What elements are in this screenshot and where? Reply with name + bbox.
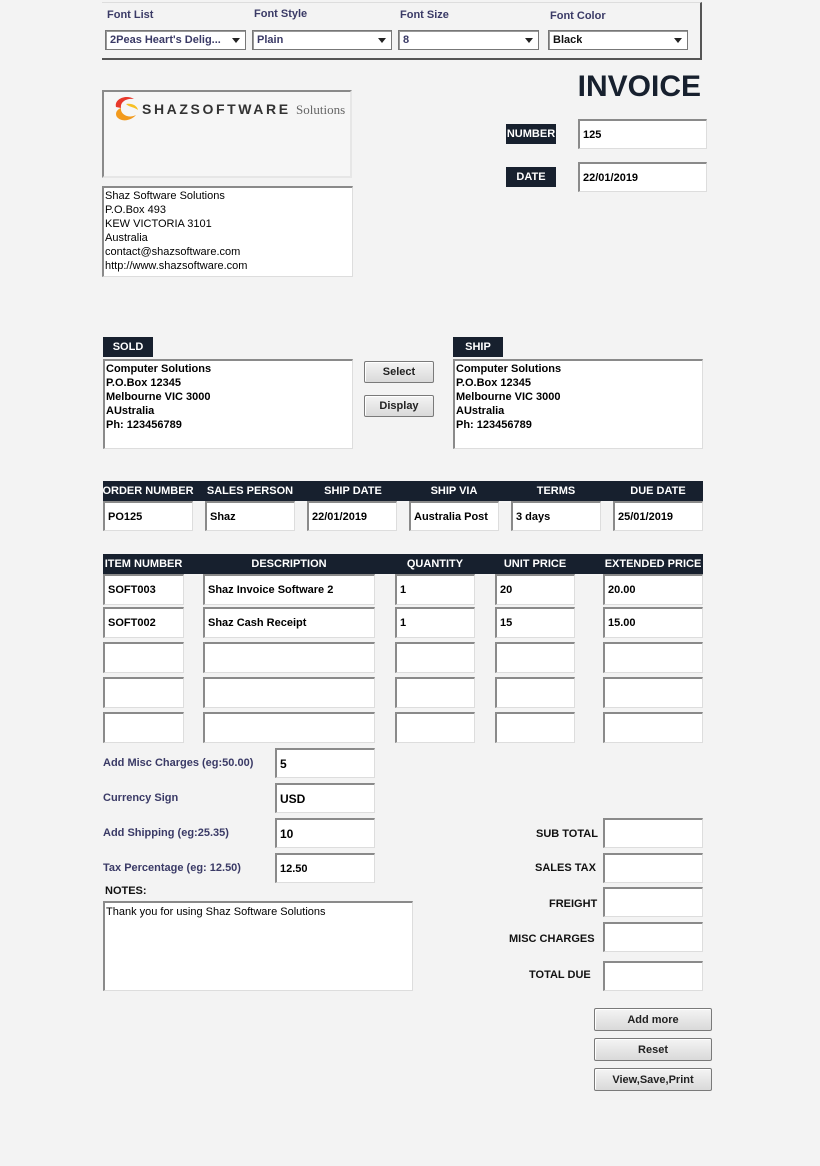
view-save-print-button[interactable]: View,Save,Print <box>594 1068 712 1091</box>
sales-tax-field[interactable] <box>603 853 703 883</box>
logo-wordmark: SHAZSOFTWARE <box>142 101 291 117</box>
description-field[interactable] <box>203 642 375 673</box>
misc-charges-input[interactable]: 5 <box>275 748 375 778</box>
reset-button[interactable]: Reset <box>594 1038 712 1061</box>
display-button[interactable]: Display <box>364 395 434 417</box>
chevron-down-icon <box>674 38 682 43</box>
item-number-header: ITEM NUMBER <box>104 558 183 570</box>
sales-person-header: SALES PERSON <box>206 485 294 497</box>
company-logo[interactable] <box>102 90 352 178</box>
notes-textarea[interactable]: Thank you for using Shaz Software Solutions <box>103 901 413 991</box>
unit-price-field[interactable] <box>495 677 575 708</box>
font-style-select[interactable] <box>252 30 392 50</box>
ship-date-header: SHIP DATE <box>324 485 382 497</box>
ship-date-field[interactable]: 22/01/2019 <box>307 501 397 531</box>
misc-charges-total-label: MISC CHARGES <box>509 933 595 945</box>
extended-price-field[interactable] <box>603 712 703 743</box>
item-number-field[interactable] <box>103 642 184 673</box>
extended-price-field[interactable]: 20.00 <box>603 574 703 605</box>
description-field[interactable] <box>203 677 375 708</box>
font-size-select[interactable] <box>398 30 539 50</box>
font-list-value: 2Peas Heart's Delig... <box>110 34 221 46</box>
total-due-label: TOTAL DUE <box>529 969 591 981</box>
freight-field[interactable] <box>603 887 703 917</box>
due-date-field[interactable]: 25/01/2019 <box>613 501 703 531</box>
font-list-label: Font List <box>107 9 154 21</box>
font-color-select[interactable] <box>548 30 688 50</box>
chevron-down-icon <box>378 38 386 43</box>
unit-price-header: UNIT PRICE <box>503 558 567 570</box>
sold-label: SOLD <box>103 337 153 357</box>
sub-total-label: SUB TOTAL <box>536 828 598 840</box>
terms-header: TERMS <box>536 485 576 497</box>
invoice-title: INVOICE <box>577 70 701 103</box>
freight-label: FREIGHT <box>549 898 598 910</box>
invoice-date-field[interactable]: 22/01/2019 <box>578 162 707 192</box>
items-header-row <box>103 554 703 574</box>
font-size-value: 8 <box>403 34 410 46</box>
quantity-header: QUANTITY <box>406 558 464 570</box>
order-number-field[interactable]: PO125 <box>103 501 193 531</box>
description-field[interactable] <box>203 712 375 743</box>
due-date-header: DUE DATE <box>630 485 686 497</box>
order-header-row <box>103 481 703 501</box>
tax-percentage-input[interactable]: 12.50 <box>275 853 375 883</box>
misc-charges-total-field[interactable] <box>603 922 703 952</box>
unit-price-field[interactable] <box>495 712 575 743</box>
total-due-field[interactable] <box>603 961 703 991</box>
unit-price-field[interactable]: 15 <box>495 607 575 638</box>
sub-total-field[interactable] <box>603 818 703 848</box>
font-color-value: Black <box>553 34 583 46</box>
item-number-field[interactable]: SOFT002 <box>103 607 184 638</box>
item-number-field[interactable] <box>103 677 184 708</box>
item-number-field[interactable]: SOFT003 <box>103 574 184 605</box>
ship-via-field[interactable]: Australia Post <box>409 501 499 531</box>
invoice-number-field[interactable]: 125 <box>578 119 707 149</box>
sales-tax-label: SALES TAX <box>535 862 596 874</box>
quantity-field[interactable]: 1 <box>395 607 475 638</box>
unit-price-field[interactable] <box>495 642 575 673</box>
logo-subtitle: Solutions <box>296 102 346 117</box>
number-label: NUMBER <box>506 124 556 144</box>
extended-price-header: EXTENDED PRICE <box>604 558 702 570</box>
order-number-header: ORDER NUMBER <box>102 485 194 497</box>
extended-price-field[interactable] <box>603 642 703 673</box>
chevron-down-icon <box>232 38 240 43</box>
ship-to-address[interactable]: Computer Solutions P.O.Box 12345 Melbourne VIC 3000 AUstralia Ph: 123456789 <box>453 359 703 449</box>
chevron-down-icon <box>525 38 533 43</box>
font-style-value: Plain <box>257 34 284 46</box>
currency-sign-label: Currency Sign <box>103 792 179 804</box>
quantity-field[interactable] <box>395 642 475 673</box>
item-number-field[interactable] <box>103 712 184 743</box>
shipping-input[interactable]: 10 <box>275 818 375 848</box>
description-header: DESCRIPTION <box>251 558 327 570</box>
font-color-label: Font Color <box>550 10 606 22</box>
extended-price-field[interactable] <box>603 677 703 708</box>
font-list-select[interactable] <box>105 30 246 50</box>
terms-field[interactable]: 3 days <box>511 501 601 531</box>
tax-percentage-label: Tax Percentage (eg: 12.50) <box>103 862 241 874</box>
add-more-button[interactable]: Add more <box>594 1008 712 1031</box>
quantity-field[interactable] <box>395 712 475 743</box>
font-toolbar <box>102 2 702 60</box>
shipping-label: Add Shipping (eg:25.35) <box>103 827 229 839</box>
select-button[interactable]: Select <box>364 361 434 383</box>
misc-charges-label: Add Misc Charges (eg:50.00) <box>103 757 254 769</box>
sales-person-field[interactable]: Shaz <box>205 501 295 531</box>
logo-mark-icon <box>112 95 142 123</box>
ship-label: SHIP <box>453 337 503 357</box>
quantity-field[interactable] <box>395 677 475 708</box>
description-field[interactable]: Shaz Invoice Software 2 <box>203 574 375 605</box>
font-style-label: Font Style <box>254 8 308 20</box>
font-size-label: Font Size <box>400 9 449 21</box>
extended-price-field[interactable]: 15.00 <box>603 607 703 638</box>
notes-label: NOTES: <box>105 885 147 897</box>
ship-via-header: SHIP VIA <box>430 485 478 497</box>
currency-sign-input[interactable]: USD <box>275 783 375 813</box>
sold-to-address[interactable]: Computer Solutions P.O.Box 12345 Melbourne VIC 3000 AUstralia Ph: 123456789 <box>103 359 353 449</box>
unit-price-field[interactable]: 20 <box>495 574 575 605</box>
company-address[interactable]: Shaz Software Solutions P.O.Box 493 KEW VICTORIA 3101 Australia contact@shazsoftware.com http://www.shazsoftware.com <box>102 186 353 277</box>
description-field[interactable]: Shaz Cash Receipt <box>203 607 375 638</box>
quantity-field[interactable]: 1 <box>395 574 475 605</box>
date-label: DATE <box>506 167 556 187</box>
